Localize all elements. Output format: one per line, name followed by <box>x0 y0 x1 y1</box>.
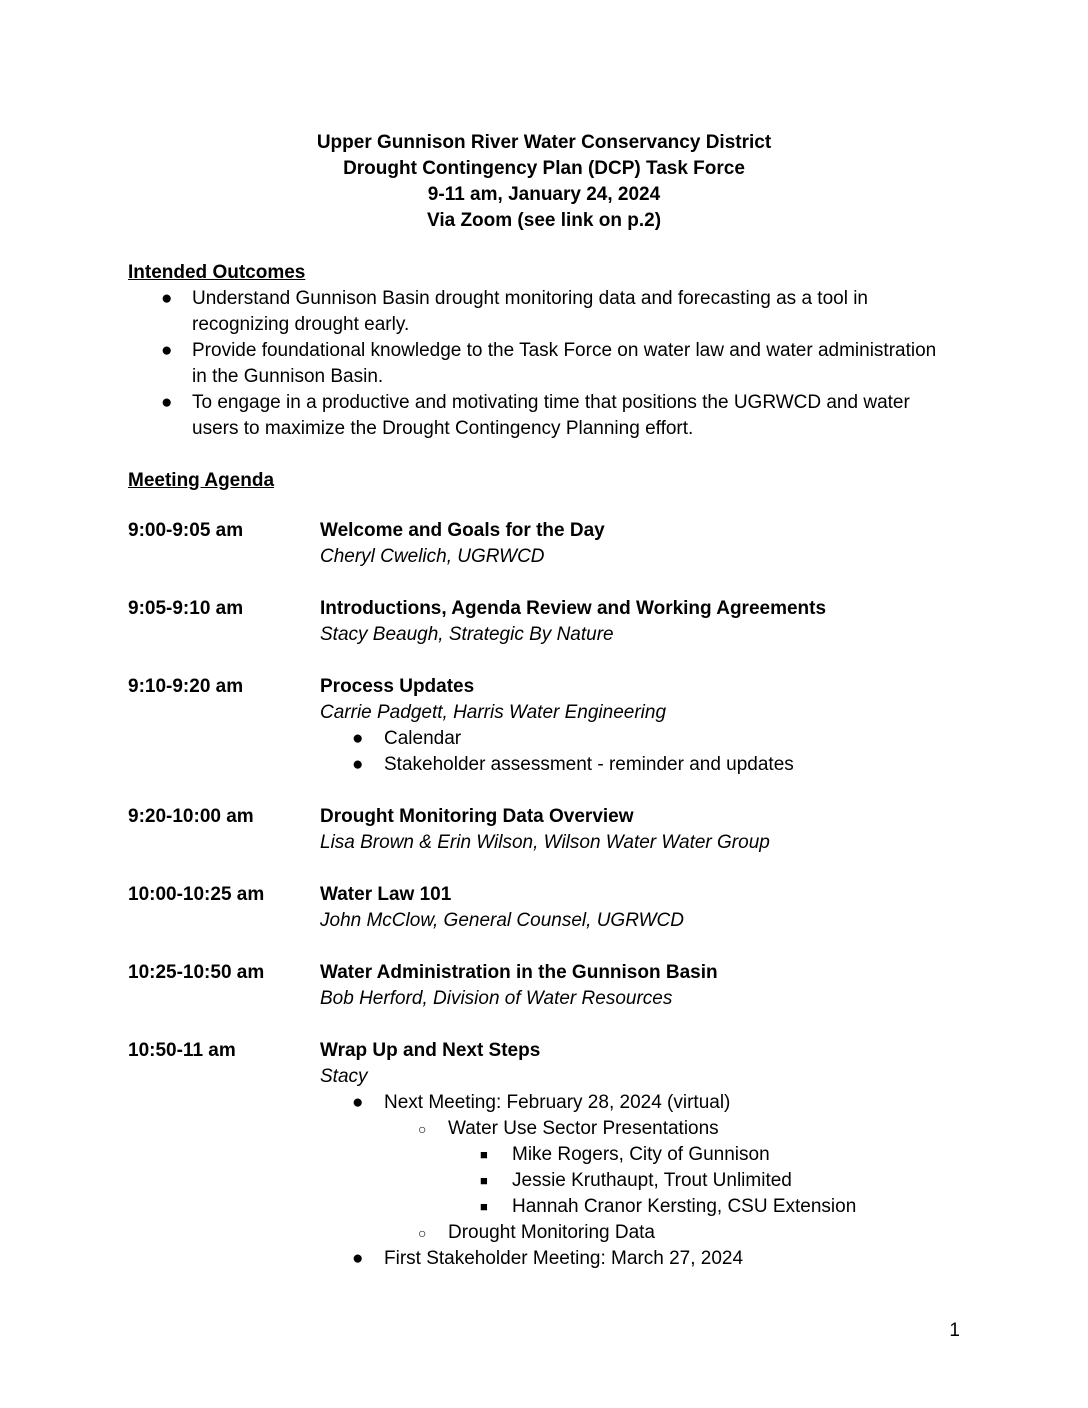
list-item: ● Next Meeting: February 28, 2024 (virtual) ○ Water Use Sector Presentations ■ Mike Rogers, City of Gunnison ■ Jessie Kruthaupt, Trout Unlimited ■ Hannah Cranor Kersting, CSU Extension ○ Drought Monitoring Data <box>320 1090 968 1246</box>
agenda-title: Process Updates <box>320 676 475 697</box>
meeting-agenda-heading: Meeting Agenda <box>128 470 275 491</box>
square-bullet-icon: ■ <box>480 1147 488 1162</box>
intended-outcomes-list <box>128 286 948 442</box>
agenda-title: Water Administration in the Gunnison Basin <box>320 962 718 983</box>
agenda-time: 9:10-9:20 am <box>128 676 244 697</box>
agenda-item <box>128 596 968 648</box>
title-date-time: 9-11 am, January 24, 2024 <box>427 184 661 205</box>
bullet-icon: ● <box>352 1248 364 1269</box>
list-item: ■ Mike Rogers, City of Gunnison <box>448 1142 968 1168</box>
bullet-icon: ● <box>161 340 173 361</box>
agenda-item <box>128 960 968 1012</box>
agenda-presenter: John McClow, General Counsel, UGRWCD <box>320 910 684 931</box>
title-location: Via Zoom (see link on p.2) <box>426 210 662 231</box>
document-title-block <box>0 130 1088 234</box>
intended-outcomes-heading: Intended Outcomes <box>128 262 306 283</box>
agenda-time: 9:20-10:00 am <box>128 806 254 827</box>
agenda-item <box>128 1038 968 1272</box>
agenda-time: 10:00-10:25 am <box>128 884 265 905</box>
list-item: ● Understand Gunnison Basin drought monitoring data and forecasting as a tool in recognizing drought early. <box>161 288 868 335</box>
agenda-presenter: Stacy Beaugh, Strategic By Nature <box>320 624 614 645</box>
square-bullet-icon: ■ <box>480 1199 488 1214</box>
next-meeting-sublist <box>384 1116 968 1246</box>
agenda-title: Welcome and Goals for the Day <box>320 520 605 541</box>
agenda-time: 9:05-9:10 am <box>128 598 244 619</box>
bullet-icon: ● <box>352 1092 364 1113</box>
list-item: ● To engage in a productive and motivating time that positions the UGRWCD and water users to maximize the Drought Contingency Planning effort. <box>161 392 910 439</box>
bullet-icon: ● <box>352 754 364 775</box>
agenda-title: Water Law 101 <box>320 884 452 905</box>
page-number: 1 <box>949 1320 960 1341</box>
agenda-presenter: Bob Herford, Division of Water Resources <box>320 988 673 1009</box>
process-updates-list <box>320 726 968 778</box>
agenda-title: Wrap Up and Next Steps <box>320 1040 541 1061</box>
agenda-presenter: Cheryl Cwelich, UGRWCD <box>320 546 545 567</box>
agenda-item <box>128 674 968 778</box>
agenda-presenter: Carrie Padgett, Harris Water Engineering <box>320 702 667 723</box>
list-item: ● Stakeholder assessment - reminder and updates <box>320 752 968 778</box>
sector-presenters-list <box>448 1142 968 1220</box>
circle-bullet-icon: ○ <box>418 1225 427 1241</box>
agenda-presenter: Stacy <box>320 1066 368 1087</box>
agenda-item <box>128 518 968 570</box>
next-steps-list <box>320 1090 968 1272</box>
square-bullet-icon: ■ <box>480 1173 488 1188</box>
agenda-item <box>128 804 968 856</box>
bullet-icon: ● <box>161 288 173 309</box>
list-item: ● Calendar <box>320 726 968 752</box>
agenda-title: Drought Monitoring Data Overview <box>320 806 634 827</box>
agenda-time: 10:50-11 am <box>128 1040 236 1061</box>
bullet-icon: ● <box>352 728 364 749</box>
list-item: ○ Drought Monitoring Data <box>384 1220 968 1246</box>
agenda-item <box>128 882 968 934</box>
list-item: ● First Stakeholder Meeting: March 27, 2024 <box>320 1246 968 1272</box>
list-item: ■ Jessie Kruthaupt, Trout Unlimited <box>448 1168 968 1194</box>
agenda-time: 10:25-10:50 am <box>128 962 265 983</box>
agenda-time: 9:00-9:05 am <box>128 520 244 541</box>
bullet-icon: ● <box>161 392 173 413</box>
title-district: Upper Gunnison River Water Conservancy District <box>316 132 772 153</box>
agenda-title: Introductions, Agenda Review and Working Agreements <box>320 598 827 619</box>
meeting-agenda <box>128 518 968 1298</box>
circle-bullet-icon: ○ <box>418 1121 427 1137</box>
agenda-presenter: Lisa Brown & Erin Wilson, Wilson Water Water Group <box>320 832 770 853</box>
list-item: ○ Water Use Sector Presentations ■ Mike Rogers, City of Gunnison ■ Jessie Kruthaupt, Trout Unlimited ■ Hannah Cranor Kersting, CSU Extension <box>384 1116 968 1220</box>
list-item: ● Provide foundational knowledge to the Task Force on water law and water administration in the Gunnison Basin. <box>161 340 937 387</box>
list-item: ■ Hannah Cranor Kersting, CSU Extension <box>448 1194 968 1220</box>
title-task-force: Drought Contingency Plan (DCP) Task Force <box>343 158 745 179</box>
